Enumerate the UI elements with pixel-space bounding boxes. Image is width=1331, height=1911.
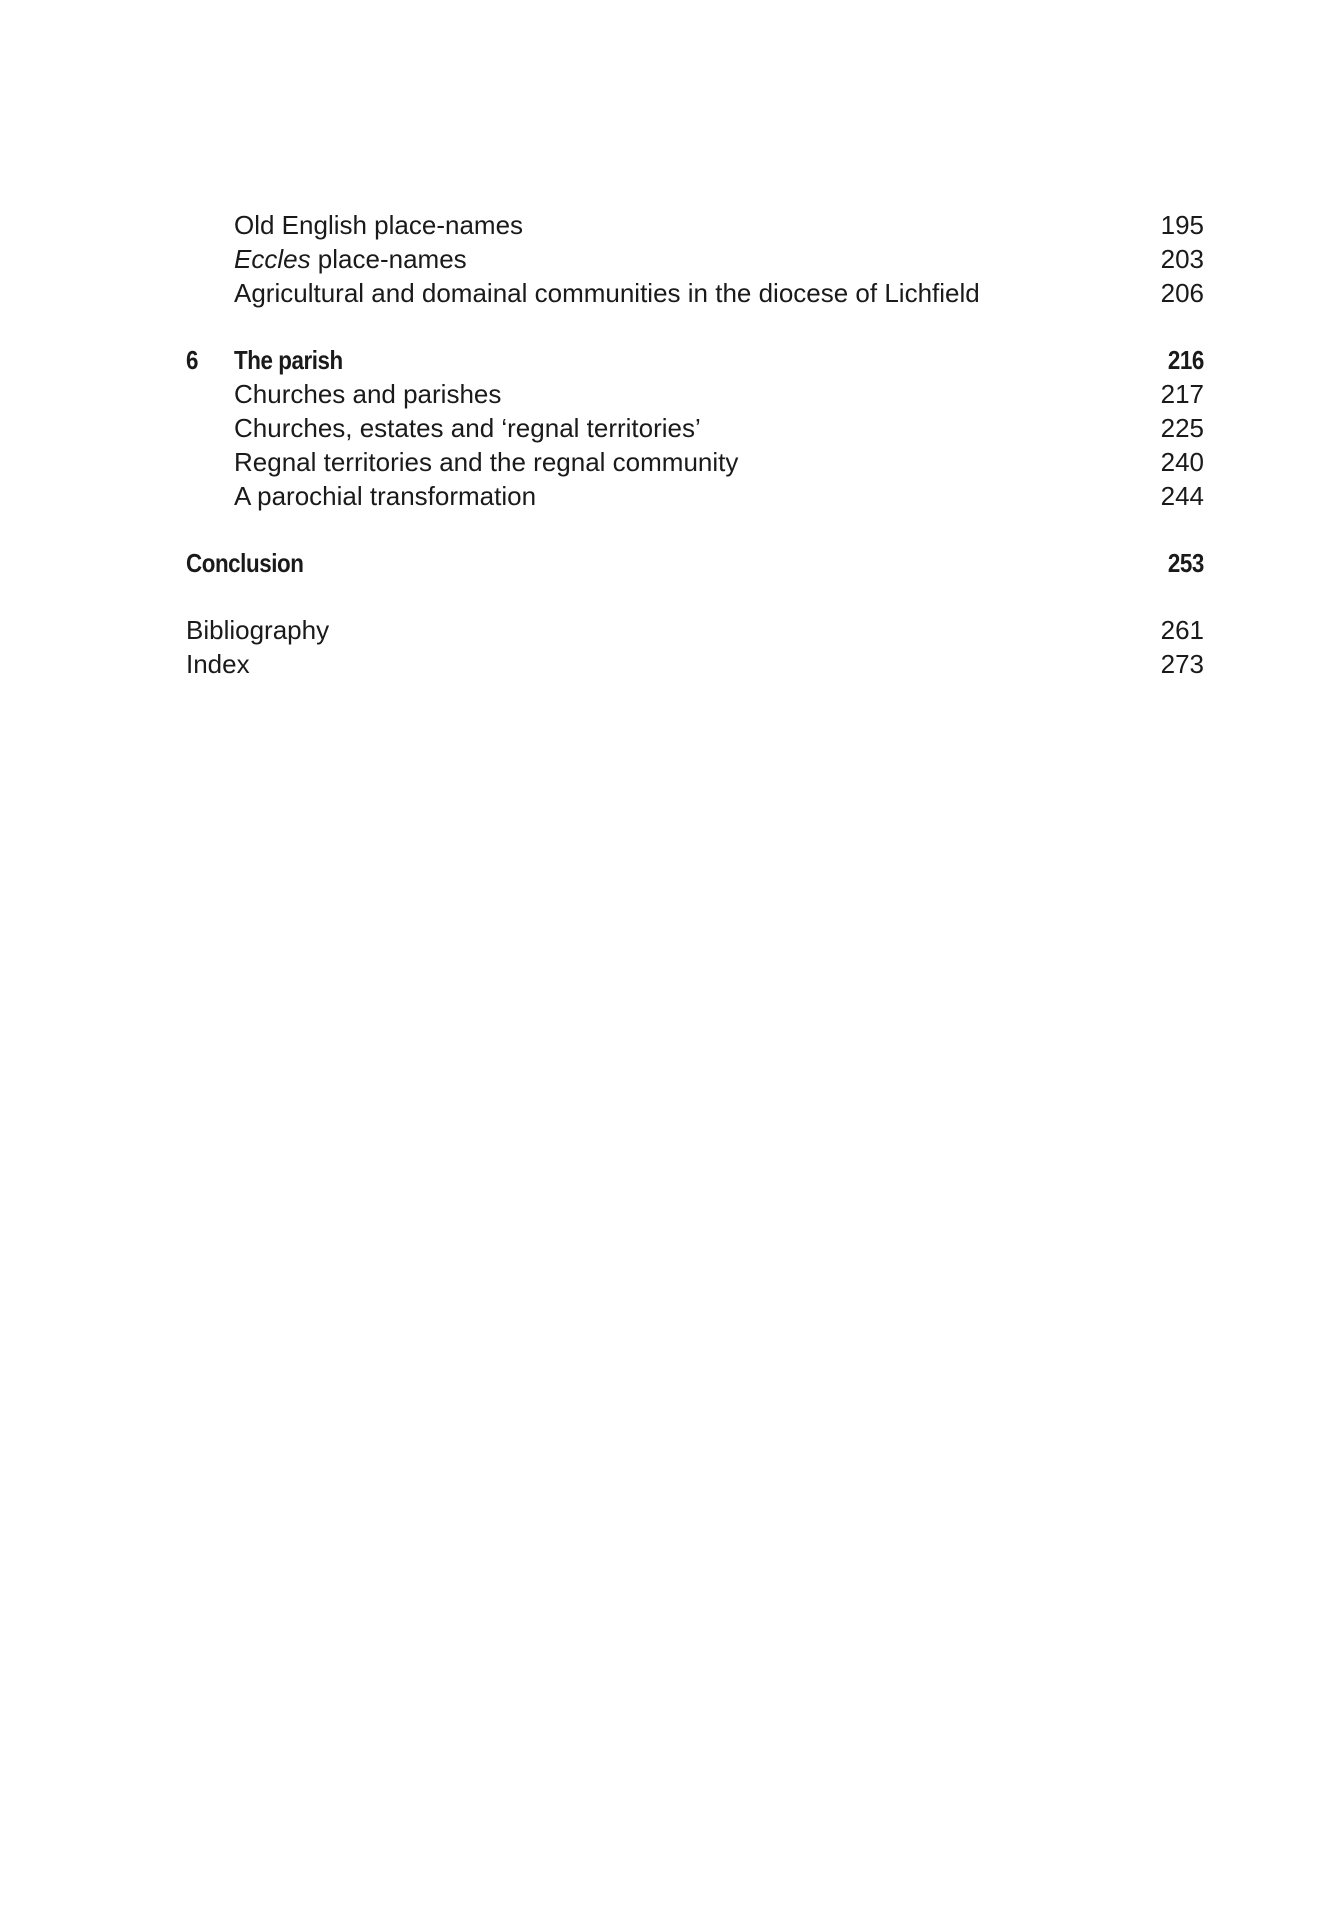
table-of-contents [186, 208, 1204, 681]
toc-entry-label [234, 242, 467, 276]
index-label: Index [186, 649, 250, 679]
toc-entry-label: Regnal territories and the regnal community [234, 447, 739, 477]
toc-chapter-heading [186, 343, 1204, 377]
bibliography-label: Bibliography [186, 615, 330, 645]
toc-entry-page: 206 [1160, 278, 1204, 308]
chapter-title: The parish [234, 345, 343, 375]
toc-conclusion-heading [186, 546, 1204, 580]
spacer [186, 310, 1204, 343]
toc-entry [186, 411, 1204, 445]
toc-entry [186, 445, 1204, 479]
toc-entry [186, 377, 1204, 411]
toc-entry-page: 244 [1160, 481, 1204, 511]
toc-entry-label-italic: Eccles [234, 244, 311, 274]
toc-entry [186, 208, 1204, 242]
toc-entry-label: Churches, estates and ‘regnal territories’ [234, 413, 701, 443]
toc-entry-page: 203 [1160, 244, 1204, 274]
toc-entry-page: 195 [1160, 210, 1204, 240]
conclusion-page: 253 [1167, 548, 1204, 578]
toc-entry-page: 225 [1160, 413, 1204, 443]
toc-entry-page: 240 [1160, 447, 1204, 477]
toc-entry-label: A parochial transformation [234, 481, 537, 511]
toc-back-matter-entry [186, 613, 1204, 647]
toc-entry-label: Old English place-names [234, 210, 524, 240]
toc-back-matter-entry [186, 647, 1204, 681]
spacer [186, 513, 1204, 546]
conclusion-title: Conclusion [186, 548, 304, 578]
toc-entry-label: Agricultural and domainal communities in the diocese of Lichfield [234, 278, 980, 308]
toc-entry-label: Churches and parishes [234, 379, 502, 409]
toc-entry [186, 242, 1204, 276]
index-page: 273 [1160, 649, 1204, 679]
chapter-page: 216 [1167, 345, 1204, 375]
chapter-number: 6 [186, 345, 199, 375]
bibliography-page: 261 [1160, 615, 1204, 645]
toc-entry [186, 479, 1204, 513]
spacer [186, 580, 1204, 613]
toc-entry [186, 276, 1204, 310]
toc-entry-label-rest: place-names [310, 244, 467, 274]
toc-entry-page: 217 [1160, 379, 1204, 409]
